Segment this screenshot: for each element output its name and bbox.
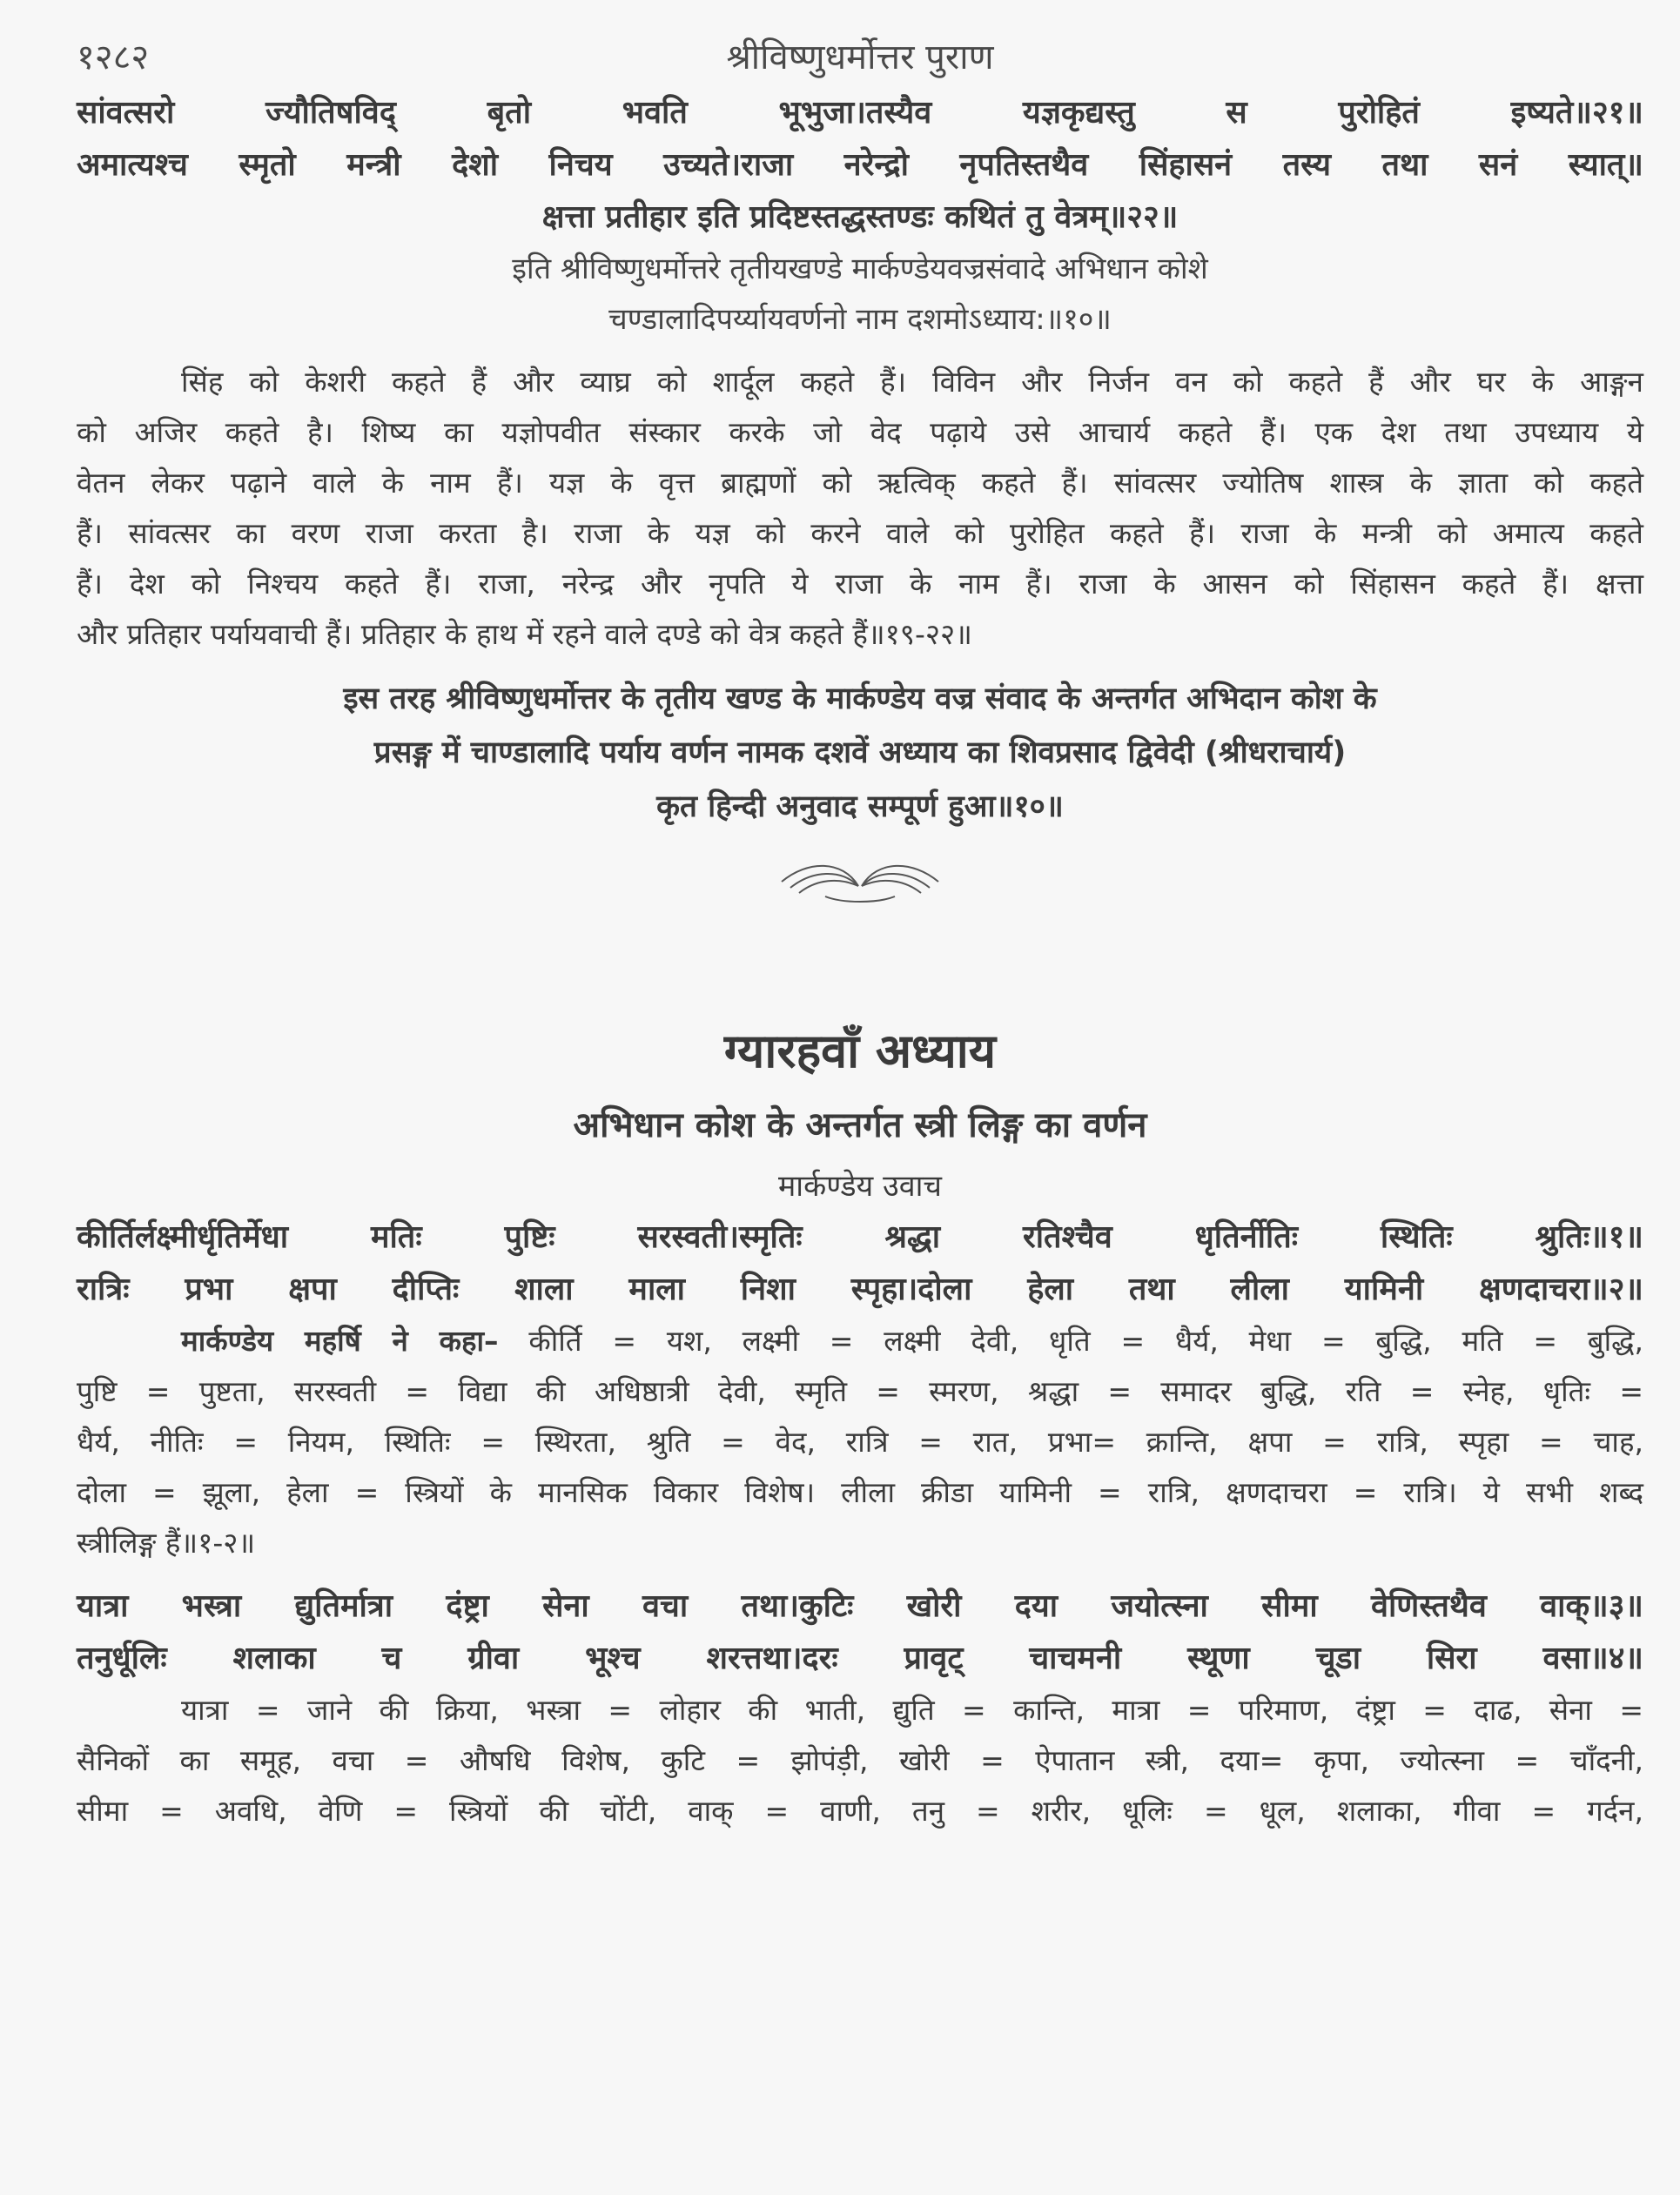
paragraph-text: कीर्ति = यश, लक्ष्मी = लक्ष्मी देवी, धृति = धैर्य, मेधा = बुद्धि, मति = बुद्धि, <box>498 1324 1644 1358</box>
colophon-sanskrit-line: चण्डालादिपर्य्यायवर्णनो नाम दशमोऽध्याय:॥१०॥ <box>608 302 1112 337</box>
paragraph-line <box>77 1316 1643 1366</box>
verse-line: यात्रा भस्त्रा द्युतिर्मात्रा दंष्ट्रा सेना वचा तथा।कुटिः खोरी दया जयोत्स्ना सीमा वेणिस्तथैव वाक्॥३॥ <box>77 1588 1643 1624</box>
colophon-sanskrit-line: इति श्रीविष्णुधर्मोत्तरे तृतीयखण्डे मार्कण्डेयवज्रसंवादे अभिधान कोशे <box>512 252 1208 286</box>
speaker-lead: मार्कण्डेय महर्षि ने कहा– <box>181 1324 499 1358</box>
verse-line: सांवत्सरो ज्यौतिषविद् बृतो भवति भूभुजा।तस्यैव यज्ञकृद्यस्तु स पुरोहितं इष्यते॥२१॥ <box>77 95 1643 131</box>
page-header <box>77 31 1643 87</box>
paragraph-line: हैं। सांवत्सर का वरण राजा करता है। राजा के यज्ञ को करने वाले को पुरोहित कहते हैं। राजा के मन्त्री को अमात्य कहते <box>77 516 1643 550</box>
paragraph-line: वेतन लेकर पढ़ाने वाले के नाम हैं। यज्ञ के वृत्त ब्राह्मणों को ऋत्विक् कहते हैं। सांवत्सर ज्योतिष शास्त्र के ज्ञाता को कहते <box>77 466 1644 500</box>
paragraph-line: को अजिर कहते है। शिष्य का यज्ञोपवीत संस्कार करके जो वेद पढ़ाये उसे आचार्य कहते हैं। एक देश तथा उपध्याय ये <box>77 415 1643 449</box>
chapter-title: ग्यारहवाँ अध्याय <box>723 1024 997 1078</box>
translation-paragraph <box>77 1685 1643 1836</box>
speaker-heading: मार्कण्डेय उवाच <box>777 1169 943 1204</box>
paragraph-line: हैं। देश को निश्चय कहते हैं। राजा, नरेन्द्र और नृपति ये राजा के नाम हैं। राजा के आसन को सिंहासन कहते हैं। क्षत्ता <box>77 567 1643 601</box>
paragraph-line: दोला = झूला, हेला = स्त्रियों के मानसिक विकार विशेष। लीला क्रीडा यामिनी = रात्रि, क्षणदाचरा = रात्रि। ये सभी शब्द <box>77 1475 1643 1509</box>
page <box>77 31 1643 1836</box>
verse-line: अमात्यश्च स्मृतो मन्त्री देशो निचय उच्यते।राजा नरेन्द्रो नृपतिस्तथैव सिंहासनं तस्य तथा सनं स्यात्॥ <box>77 147 1643 183</box>
paragraph-line: धैर्य, नीतिः = नियम, स्थितिः = स्थिरता, श्रुति = वेद, रात्रि = रात, प्रभा= क्रान्ति, क्षपा = रात्रि, स्पृहा = चाह, <box>77 1425 1643 1459</box>
colophon-hindi-line: कृत हिन्दी अनुवाद सम्पूर्ण हुआ॥१०॥ <box>656 789 1064 824</box>
verse-line: तनुर्धूलिः शलाका च ग्रीवा भूश्च शरत्तथा।दरः प्रावृट् चाचमनी स्थूणा चूडा सिरा वसा॥४॥ <box>77 1641 1643 1676</box>
paragraph-line: सिंह को केशरी कहते हैं और व्याघ्र को शार्दूल कहते हैं। विविन और निर्जन वन को कहते हैं और घर के आङ्गन <box>181 365 1643 399</box>
verse-line-centered: क्षत्ता प्रतीहार इति प्रदिष्टस्तद्धस्तण्डः कथितं तु वेत्रम्॥२२॥ <box>541 199 1179 235</box>
running-title: श्रीविष्णुधर्मोत्तर पुराण <box>726 37 994 77</box>
paragraph-line: सैनिकों का समूह, वचा = औषधि विशेष, कुटि = झोपंड़ी, खोरी = ऐपातान स्त्री, दया= कृपा, ज्योत्स्ना = चाँदनी, <box>77 1743 1643 1777</box>
translation-paragraph <box>77 357 1643 660</box>
chapter-subtitle: अभिधान कोश के अन्तर्गत स्त्री लिङ्ग का वर्णन <box>573 1105 1147 1145</box>
paragraph-line: स्त्रीलिङ्ग हैं॥१-२॥ <box>77 1526 256 1560</box>
page-number: १२८२ <box>77 37 150 77</box>
verse-line: कीर्तिर्लक्ष्मीर्धृतिर्मेधा मतिः पुष्टिः सरस्वती।स्मृतिः श्रद्धा रतिश्चैव धृतिर्नीतिः स्थितिः श्रुतिः॥१॥ <box>77 1219 1643 1255</box>
translation-paragraph <box>77 1316 1643 1568</box>
paragraph-line: और प्रतिहार पर्यायवाची हैं। प्रतिहार के हाथ में रहने वाले दण्डे को वेत्र कहते हैं॥१९-२२॥ <box>77 617 972 651</box>
paragraph-line: यात्रा = जाने की क्रिया, भस्त्रा = लोहार की भाती, द्युति = कान्ति, मात्रा = परिमाण, दंष्ट्रा = दाढ, सेना = <box>181 1693 1643 1727</box>
colophon-hindi-line: प्रसङ्ग में चाण्डालादि पर्याय वर्णन नामक दशवें अध्याय का शिवप्रसाद द्विवेदी (श्रीधराचार्य) <box>373 735 1347 770</box>
paragraph-line: सीमा = अवधि, वेणि = स्त्रियों की चोंटी, वाक् = वाणी, तनु = शरीर, धूलिः = धूल, शलाका, गीवा = गर्दन, <box>77 1794 1643 1828</box>
colophon-hindi-line: इस तरह श्रीविष्णुधर्मोत्तर के तृतीय खण्ड के मार्कण्डेय वज्र संवाद के अन्तर्गत अभिदान कोश के <box>343 681 1377 716</box>
verse-line: रात्रिः प्रभा क्षपा दीप्तिः शाला माला निशा स्पृहा।दोला हेला तथा लीला यामिनी क्षणदाचरा॥२॥ <box>77 1272 1643 1307</box>
flourish-ornament-icon <box>77 842 1643 912</box>
paragraph-line: पुष्टि = पुष्टता, सरस्वती = विद्या की अधिष्ठात्री देवी, स्मृति = स्मरण, श्रद्धा = समादर बुद्धि, रति = स्नेह, धृतिः = <box>77 1374 1643 1408</box>
